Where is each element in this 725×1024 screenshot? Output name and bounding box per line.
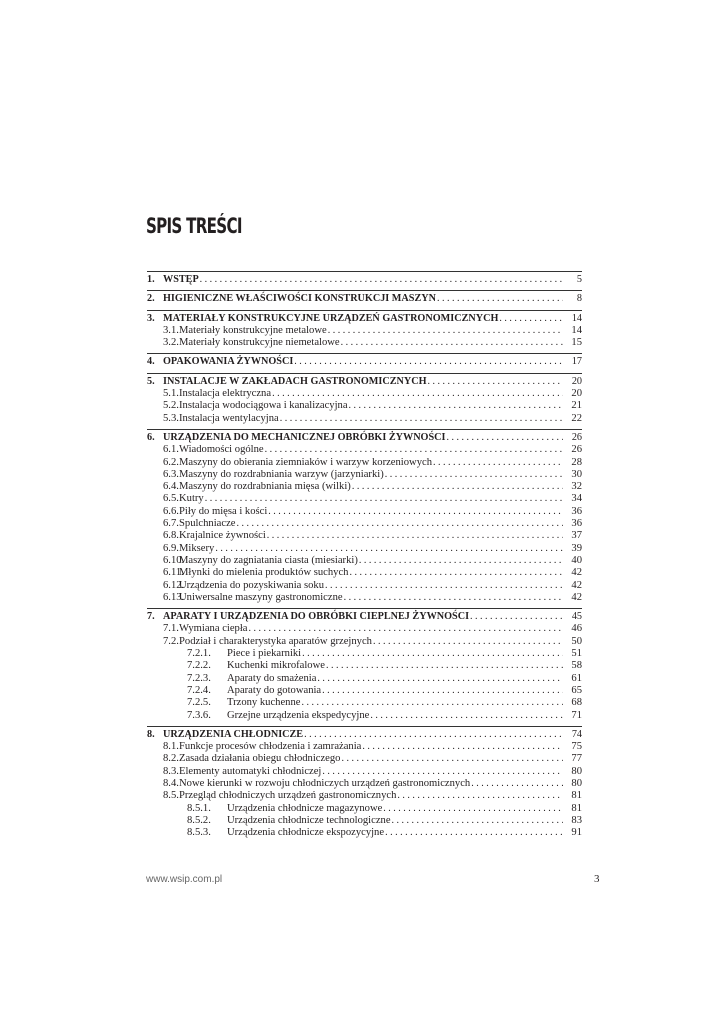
toc-chapter-entry[interactable] — [147, 356, 582, 368]
dot-leader — [470, 611, 563, 623]
entry-number: 1. — [147, 274, 155, 285]
entry-page-number: 42 — [571, 579, 582, 591]
entry-page-number: 39 — [571, 542, 582, 554]
entry-title: Młynki do mielenia produktów suchych — [179, 567, 349, 579]
entry-title: Krajalnice żywności — [179, 530, 266, 542]
toc-subsection-entry[interactable] — [147, 567, 582, 579]
toc-subsection-entry[interactable] — [147, 400, 582, 412]
entry-title: Wiadomości ogólne — [179, 444, 264, 456]
entry-title: Piece i piekarniki — [227, 648, 302, 660]
entry-title: INSTALACJE W ZAKŁADACH GASTRONOMICZNYCH — [163, 375, 427, 387]
dot-leader — [280, 413, 563, 425]
entry-title: Urządzenia chłodnicze magazynowe — [227, 802, 383, 814]
entry-page-number: 42 — [571, 591, 582, 603]
dot-leader — [302, 648, 563, 660]
entry-page-number: 34 — [571, 493, 582, 505]
entry-number: 6. — [147, 431, 155, 443]
entry-number: 6.6. — [163, 505, 179, 517]
toc-section — [147, 271, 582, 290]
entry-number: 7.1. — [163, 623, 179, 635]
entry-page-number: 30 — [571, 468, 582, 480]
entry-number: 7.3.6. — [187, 709, 211, 721]
entry-number: 7.2. — [163, 635, 179, 647]
dot-leader — [317, 673, 563, 685]
entry-page-number: 20 — [571, 388, 582, 400]
entry-page-number: 80 — [571, 777, 582, 789]
entry-page-number: 50 — [571, 635, 582, 647]
toc-section — [147, 608, 582, 726]
entry-page-number: 83 — [571, 814, 582, 826]
toc-subsection-entry[interactable] — [147, 623, 582, 635]
dot-leader — [301, 697, 563, 709]
entry-number: 6.1. — [163, 444, 179, 456]
entry-page-number: 26 — [571, 444, 582, 456]
entry-title: Urządzenia chłodnicze ekspozycyjne — [227, 827, 385, 839]
entry-page-number: 15 — [571, 337, 582, 349]
dot-leader — [236, 518, 563, 530]
dot-leader — [385, 469, 563, 481]
dot-leader — [200, 274, 563, 286]
dot-leader — [349, 567, 563, 579]
entry-number: 6.2. — [163, 456, 179, 468]
dot-leader — [433, 457, 563, 469]
entry-number: 3. — [147, 312, 155, 324]
entry-page-number: 77 — [571, 753, 582, 765]
entry-page-number: 91 — [571, 827, 582, 839]
entry-page-number: 45 — [571, 611, 582, 623]
entry-page-number: 81 — [571, 802, 582, 814]
toc-subsection-entry[interactable] — [147, 580, 582, 592]
dot-leader — [437, 293, 563, 305]
entry-title: Maszyny do zagniatania ciasta (miesiarki) — [179, 554, 358, 566]
entry-title: HIGIENICZNE WŁAŚCIWOŚCI KONSTRUKCJI MASZYN — [163, 293, 436, 305]
entry-number: 8. — [147, 728, 155, 740]
entry-title: Instalacja wentylacyjna — [179, 412, 279, 424]
entry-number: 6.7. — [163, 518, 179, 530]
dot-leader — [373, 636, 563, 648]
entry-number: 8.1. — [163, 741, 179, 753]
toc-section — [147, 353, 582, 372]
dot-leader — [344, 592, 563, 604]
dot-leader — [294, 356, 563, 368]
entry-title: Podział i charakterystyka aparatów grzejnych — [179, 635, 372, 647]
entry-page-number: 71 — [571, 709, 582, 721]
entry-number: 3.1. — [163, 324, 179, 336]
toc-subsection-entry[interactable] — [147, 753, 582, 765]
publisher-url: www.wsip.com.pl — [146, 874, 223, 885]
entry-title: Maszyny do rozdrabniania mięsa (wilki) — [179, 481, 351, 493]
entry-page-number: 36 — [571, 505, 582, 517]
entry-number: 8.3. — [163, 765, 179, 777]
dot-leader — [268, 506, 563, 518]
toc-subsection-entry[interactable] — [147, 660, 582, 672]
entry-number: 7.2.1. — [187, 648, 211, 660]
entry-title: Instalacja elektryczna — [179, 388, 272, 400]
dot-leader — [471, 778, 563, 790]
toc-subsection-entry[interactable] — [147, 506, 582, 518]
entry-number: 5.3. — [163, 412, 179, 424]
entry-page-number: 46 — [571, 623, 582, 635]
dot-leader — [370, 710, 563, 722]
entry-page-number: 21 — [571, 400, 582, 412]
dot-leader — [397, 790, 563, 802]
entry-number: 6.4. — [163, 481, 179, 493]
dot-leader — [352, 481, 563, 493]
entry-page-number: 8 — [576, 293, 582, 305]
entry-number: 8.5. — [163, 790, 179, 802]
toc-subsection-entry[interactable] — [147, 827, 582, 839]
entry-page-number: 32 — [571, 481, 582, 493]
toc-subsection-entry[interactable] — [147, 493, 582, 505]
entry-number: 7.2.3. — [187, 672, 211, 684]
toc-subsection-entry[interactable] — [147, 325, 582, 337]
toc-subsection-entry[interactable] — [147, 469, 582, 481]
toc-subsection-entry[interactable] — [147, 741, 582, 753]
entry-page-number: 61 — [571, 672, 582, 684]
entry-title: Grzejne urządzenia ekspedycyjne — [227, 709, 370, 721]
dot-leader — [215, 543, 563, 555]
dot-leader — [328, 325, 563, 337]
toc-subsection-entry[interactable] — [147, 648, 582, 660]
dot-leader — [349, 400, 563, 412]
dot-leader — [265, 444, 563, 456]
entry-title: OPAKOWANIA ŻYWNOŚCI — [163, 356, 294, 368]
entry-page-number: 58 — [571, 660, 582, 672]
dot-leader — [326, 660, 563, 672]
entry-number: 4. — [147, 356, 155, 368]
toc-subsection-entry[interactable] — [147, 636, 582, 648]
entry-title: Funkcje procesów chłodzenia i zamrażania — [179, 741, 362, 753]
entry-page-number: 36 — [571, 518, 582, 530]
entry-number: 7.2.4. — [187, 684, 211, 696]
entry-number: 6.11. — [163, 567, 184, 579]
toc-subsection-entry[interactable] — [147, 766, 582, 778]
entry-number: 7.2.2. — [187, 660, 211, 672]
dot-leader — [385, 827, 563, 839]
entry-page-number: 37 — [571, 530, 582, 542]
toc-subsection-entry[interactable] — [147, 388, 582, 400]
toc-subsection-entry[interactable] — [147, 710, 582, 722]
entry-title: Aparaty do smażenia — [227, 672, 317, 684]
page-number: 3 — [594, 873, 600, 885]
entry-page-number: 20 — [571, 375, 582, 387]
dot-leader — [392, 815, 563, 827]
toc-subsection-entry[interactable] — [147, 543, 582, 555]
entry-title: Instalacja wodociągowa i kanalizacyjna — [179, 400, 348, 412]
entry-title: Maszyny do obierania ziemniaków i warzyw korzeniowych — [179, 456, 432, 468]
entry-title: MATERIAŁY KONSTRUKCYJNE URZĄDZEŃ GASTRONOMICZNYCH — [163, 312, 499, 324]
entry-title: Urządzenia do pozyskiwania soku — [179, 579, 325, 591]
entry-title: Kutry — [179, 493, 204, 505]
entry-number: 8.5.1. — [187, 802, 211, 814]
entry-number: 2. — [147, 293, 155, 305]
dot-leader — [446, 432, 563, 444]
entry-page-number: 80 — [571, 765, 582, 777]
entry-title: Miksery — [179, 542, 215, 554]
entry-number: 6.5. — [163, 493, 179, 505]
dot-leader — [205, 493, 563, 505]
entry-number: 6.3. — [163, 468, 179, 480]
entry-number: 3.2. — [163, 337, 179, 349]
toc-section — [147, 373, 582, 429]
dot-leader — [341, 753, 563, 765]
toc-subsection-entry[interactable] — [147, 457, 582, 469]
dot-leader — [322, 766, 563, 778]
entry-title: Uniwersalne maszyny gastronomiczne — [179, 591, 343, 603]
entry-title: Spulchniacze — [179, 518, 236, 530]
entry-title: Urządzenia chłodnicze technologiczne — [227, 814, 391, 826]
entry-number: 8.4. — [163, 777, 179, 789]
toc-section — [147, 310, 582, 354]
toc-chapter-entry[interactable] — [147, 611, 582, 623]
toc-subsection-entry[interactable] — [147, 337, 582, 349]
toc-subsection-entry[interactable] — [147, 803, 582, 815]
entry-title: Przegląd chłodniczych urządzeń gastronomicznych — [179, 790, 397, 802]
dot-leader — [325, 580, 563, 592]
entry-number: 6.12. — [163, 579, 185, 591]
toc-subsection-entry[interactable] — [147, 413, 582, 425]
dot-leader — [322, 685, 563, 697]
entry-title: Materiały konstrukcyjne niemetalowe — [179, 337, 340, 349]
toc-subsection-entry[interactable] — [147, 592, 582, 604]
entry-title: Materiały konstrukcyjne metalowe — [179, 324, 327, 336]
dot-leader — [341, 337, 563, 349]
entry-number: 6.13. — [163, 591, 185, 603]
toc-subsection-entry[interactable] — [147, 518, 582, 530]
entry-title: URZĄDZENIA CHŁODNICZE — [163, 728, 304, 740]
entry-page-number: 81 — [571, 790, 582, 802]
dot-leader — [428, 376, 564, 388]
toc-chapter-entry[interactable] — [147, 274, 582, 286]
dot-leader — [267, 530, 563, 542]
entry-number: 7. — [147, 611, 155, 623]
entry-title: Elementy automatyki chłodniczej — [179, 765, 322, 777]
entry-number: 5.2. — [163, 400, 179, 412]
entry-title: Wymiana ciepła — [179, 623, 248, 635]
entry-title: Maszyny do rozdrabniania warzyw (jarzyniarki) — [179, 468, 384, 480]
entry-title: Nowe kierunki w rozwoju chłodniczych urządzeń gastronomicznych — [179, 777, 471, 789]
toc-subsection-entry[interactable] — [147, 673, 582, 685]
toc-subsection-entry[interactable] — [147, 697, 582, 709]
entry-page-number: 28 — [571, 456, 582, 468]
entry-title: Aparaty do gotowania — [227, 684, 322, 696]
entry-page-number: 74 — [571, 728, 582, 740]
entry-number: 8.5.2. — [187, 814, 211, 826]
entry-title: WSTĘP — [163, 274, 199, 285]
toc-subsection-entry[interactable] — [147, 790, 582, 802]
entry-number: 5.1. — [163, 388, 179, 400]
entry-title: APARATY I URZĄDZENIA DO OBRÓBKI CIEPLNEJ ŻYWNOŚCI — [163, 611, 470, 623]
toc-chapter-entry[interactable] — [147, 432, 582, 444]
entry-page-number: 22 — [571, 412, 582, 424]
toc-chapter-entry[interactable] — [147, 293, 582, 305]
dot-leader — [362, 741, 563, 753]
dot-leader — [359, 555, 563, 567]
dot-leader — [304, 729, 563, 741]
entry-title: Zasada działania obiegu chłodniczego — [179, 753, 341, 765]
toc-subsection-entry[interactable] — [147, 481, 582, 493]
table-of-contents — [147, 271, 582, 843]
toc-subsection-entry[interactable] — [147, 444, 582, 456]
entry-page-number: 14 — [571, 324, 582, 336]
entry-title: Trzony kuchenne — [227, 697, 301, 709]
entry-page-number: 5 — [576, 274, 582, 285]
toc-chapter-entry[interactable] — [147, 313, 582, 325]
entry-number: 6.9. — [163, 542, 179, 554]
toc-section — [147, 726, 582, 844]
toc-subsection-entry[interactable] — [147, 555, 582, 567]
entry-page-number: 17 — [571, 356, 582, 368]
dot-leader — [272, 388, 563, 400]
entry-title: URZĄDZENIA DO MECHANICZNEJ OBRÓBKI ŻYWNOŚCI — [163, 431, 446, 443]
dot-leader — [499, 313, 563, 325]
entry-title: Piły do mięsa i kości — [179, 505, 268, 517]
toc-subsection-entry[interactable] — [147, 530, 582, 542]
entry-page-number: 68 — [571, 697, 582, 709]
toc-chapter-entry[interactable] — [147, 376, 582, 388]
entry-page-number: 26 — [571, 431, 582, 443]
entry-number: 8.5.3. — [187, 827, 211, 839]
entry-number: 6.8. — [163, 530, 179, 542]
entry-number: 5. — [147, 375, 155, 387]
dot-leader — [383, 803, 563, 815]
toc-subsection-entry[interactable] — [147, 778, 582, 790]
entry-page-number: 51 — [571, 648, 582, 660]
entry-number: 6.10. — [163, 554, 185, 566]
entry-title: Kuchenki mikrofalowe — [227, 660, 325, 672]
entry-number: 7.2.5. — [187, 697, 211, 709]
entry-page-number: 75 — [571, 741, 582, 753]
entry-page-number: 14 — [571, 312, 582, 324]
page-title: SPIS TREŚCI — [146, 214, 242, 238]
toc-section — [147, 290, 582, 309]
entry-page-number: 42 — [571, 567, 582, 579]
dot-leader — [248, 623, 563, 635]
toc-section — [147, 429, 582, 608]
entry-page-number: 65 — [571, 684, 582, 696]
toc-chapter-entry[interactable] — [147, 729, 582, 741]
entry-number: 8.2. — [163, 753, 179, 765]
toc-subsection-entry[interactable] — [147, 815, 582, 827]
entry-page-number: 40 — [571, 554, 582, 566]
toc-subsection-entry[interactable] — [147, 685, 582, 697]
